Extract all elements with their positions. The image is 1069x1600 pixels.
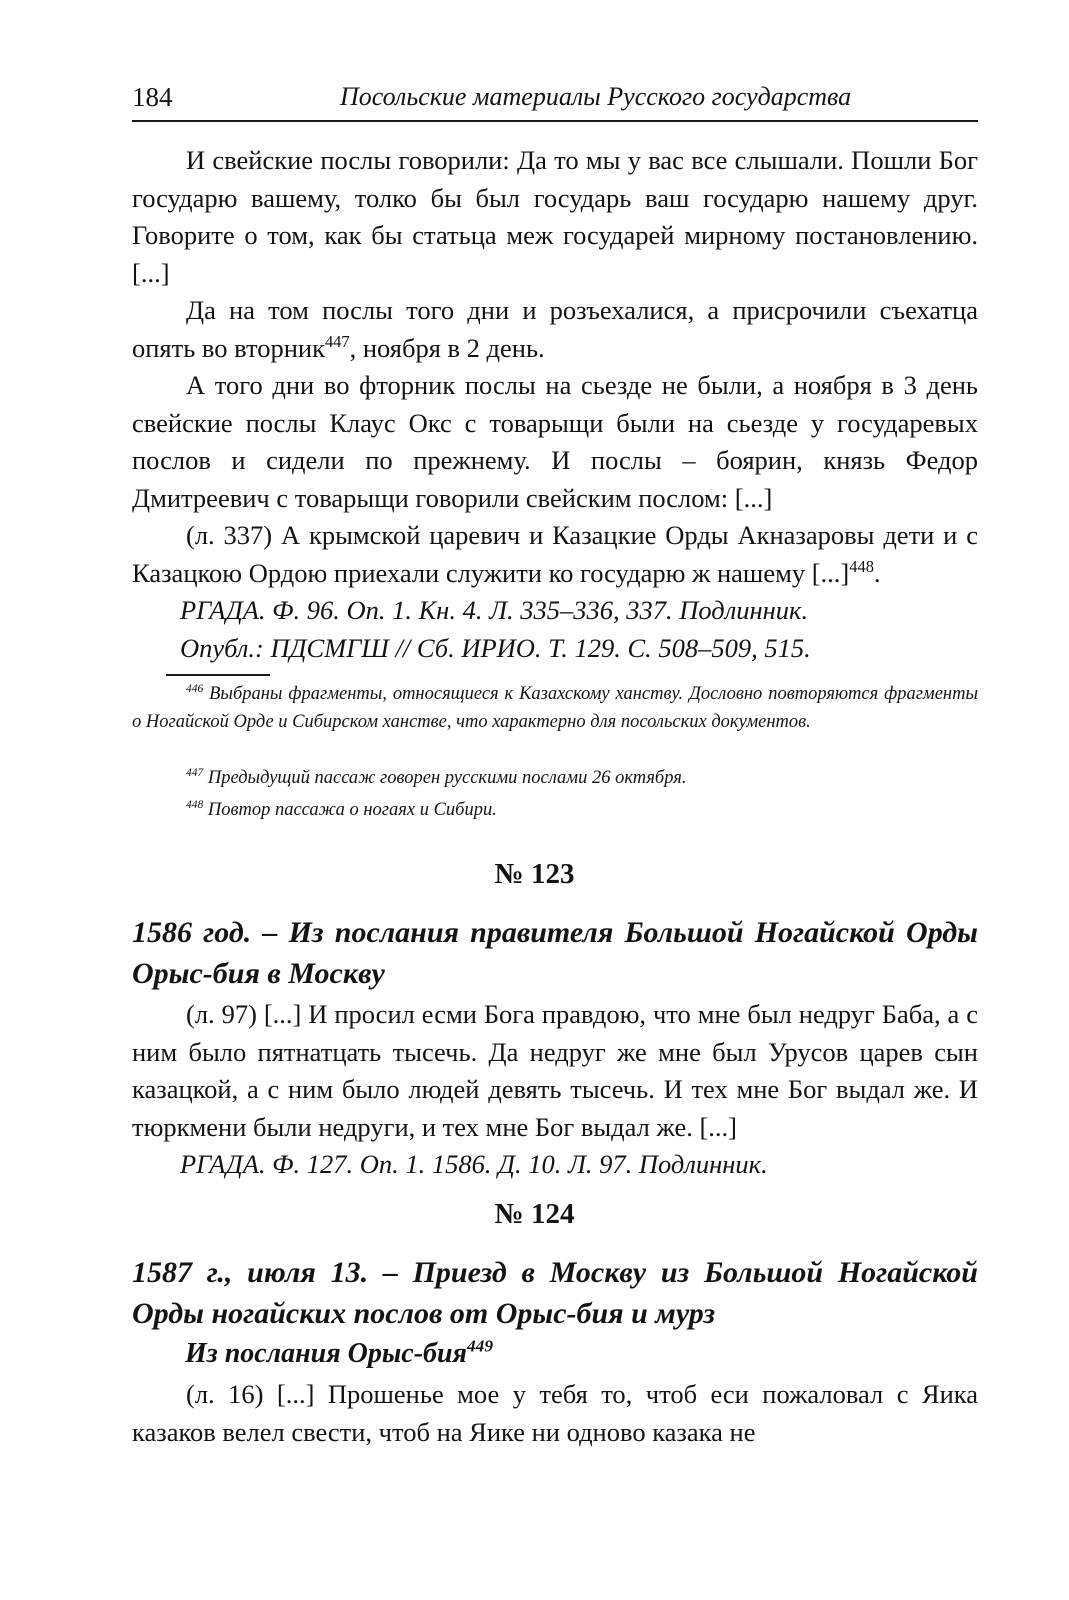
footnote-ref: 447 [324, 331, 350, 351]
doc124-body [132, 1376, 978, 1451]
doc123-body [132, 996, 978, 1184]
doc122-continuation [132, 142, 978, 667]
paragraph: (л. 97) [...] И просил есми Бога правдою, что мне был недруг Баба, а с ним было пятнатцать тысечь. Да недруг же мне был Урусов царев сын казацкой, а с ним было людей девять тысечь. И тех мне Бог выдал же. И тюркмени были недруги, и тех мне Бог выдал же. [...] [132, 999, 978, 1142]
running-title: Посольские материалы Русского государства [340, 82, 852, 111]
publication-ref: Опубл.: ПДСМГШ // Сб. ИРИО. Т. 129. С. 508–509, 515. [180, 632, 811, 663]
paragraph: И свейские послы говорили: Да то мы у вас все слышали. Пошли Бог государю вашему, толко бы был государь ваш государю нашему друг. Говорите о том, как бы статьца меж государей мирному постановлению. [...] [132, 145, 978, 288]
section-subheading: Из послания Орыс-бия$^{449}$ [185, 1336, 494, 1369]
footnote-rule [166, 674, 270, 676]
document-title: 1586 год. – Из послания правителя Большой Ногайской Орды Орыс-бия в Москву [132, 916, 978, 990]
page-number: 184 [132, 82, 173, 112]
archive-source: РГАДА. Ф. 127. Оп. 1. 1586. Д. 10. Л. 97. Подлинник. [180, 1149, 768, 1179]
paragraph: Да на том послы того дни и розъехалися, а присрочили съехатца опять во вторник$^{447}$, ноября в 2 день. [132, 295, 978, 363]
footnote: $^{446}$ Выбраны фрагменты, относящиеся к Казахскому ханству. Дословно повторяются фрагменты о Ногайской Орде и Сибирском ханстве, что характерно для посольских документов. [132, 682, 979, 732]
running-header [132, 82, 978, 122]
footnote-ref: 448 [849, 556, 874, 576]
footnote: $^{447}$ Предыдущий пассаж говорен русскими послами 26 октября. [186, 766, 687, 788]
footnote-ref: 449 [466, 1336, 494, 1356]
header-rule [132, 120, 978, 122]
paragraph: (л. 337) А крымской царевич и Казацкие Орды Акназаровы дети и с Казацкою Ордою приехали служити ко государю ж нашему [...]$^{448}$. [132, 520, 978, 588]
archive-source: РГАДА. Ф. 96. Оп. 1. Кн. 4. Л. 335–336, 337. Подлинник. [180, 595, 809, 625]
paragraph: А того дни во фторник послы на сьезде не были, а ноября в 3 день свейские послы Клаус Окс с товарыщи были на сьезде у государевых послов и сидели по прежнему. И послы – боярин, князь Федор Дмитреевич с товарыщи говорили свейским послом: [...] [132, 370, 978, 513]
document-number: № 124 [494, 1198, 575, 1230]
document-number: № 123 [494, 858, 575, 890]
document-title: 1587 г., июля 13. – Приезд в Москву из Большой Ногайской Орды ногайских послов от Орыс-бия и мурз [132, 1256, 978, 1330]
footnote: $^{448}$ Повтор пассажа о ногаях и Сибири. [186, 798, 497, 820]
paragraph: (л. 16) [...] Прошенье мое у тебя то, чтоб еси пожаловал с Яика казаков велел свести, чтоб на Яике ни одново казака не [132, 1379, 978, 1447]
